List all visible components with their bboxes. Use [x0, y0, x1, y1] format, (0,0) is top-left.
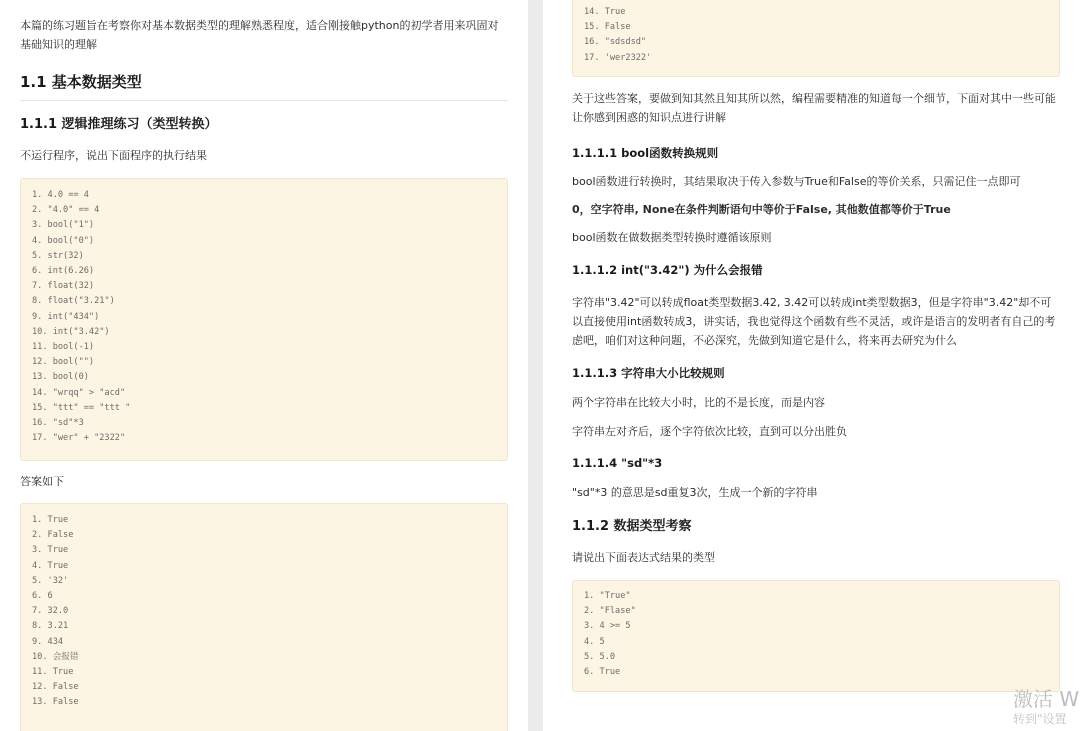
answer-list: [32, 513, 496, 711]
code-line: 13. False: [32, 697, 79, 708]
code-line: 6. True: [584, 667, 621, 678]
heading-string-repeat: 1.1.1.4 "sd"*3: [572, 456, 663, 470]
string-repeat-paragraph: "sd"*3 的意思是sd重复3次，生成一个新的字符串: [572, 486, 818, 499]
bool-rule-paragraph-1: bool函数进行转换时，其结果取决于传入参数与True和False的等价关系，只需记住一点即可: [572, 175, 1021, 188]
code-line: 10. int("3.42"): [32, 326, 110, 337]
subsection-heading-logic: 1.1.1 逻辑推理练习（类型转换）: [20, 117, 218, 132]
code-block-type-check: [572, 580, 1060, 692]
code-line: 16. "sd"*3: [32, 418, 84, 429]
int-error-paragraph: 字符串"3.42"可以转成float类型数据3.42, 3.42可以转成int类型数据3，但是字符串"3.42"却不可以直接使用int函数转成3，讲实话，我也觉得这个函数有些不灵活，或许是语言的发明者有自己的考虑吧，咱们对这种问题，不必深究，先做到知道它是什么，将来再去研究为什么: [572, 296, 1056, 347]
code-line: 14. "wrqq" > "acd": [32, 387, 126, 398]
bool-rule-paragraph-2: 0，空字符串, None在条件判断语句中等价于False, 其他数值都等价于True: [572, 203, 951, 216]
code-line: 10. 会报错: [32, 651, 79, 662]
code-line: 16. "sdsdsd": [584, 37, 647, 48]
code-line: 9. 434: [32, 636, 64, 647]
code-line: 2. False: [32, 530, 74, 541]
heading-int-error: 1.1.1.2 int("3.42") 为什么会报错: [572, 263, 763, 277]
code-line: 9. int("434"): [32, 311, 100, 322]
type-check-prompt: 请说出下面表达式结果的类型: [572, 551, 715, 564]
code-line: 11. bool(-1): [32, 342, 95, 353]
code-block-questions: [20, 178, 508, 461]
type-check-list: [584, 589, 1048, 680]
code-line: 4. True: [32, 560, 69, 571]
code-line: 4. 5: [584, 636, 605, 647]
right-content: [572, 0, 1060, 692]
code-line: 1. True: [32, 515, 69, 525]
code-line: 1. "True": [584, 591, 631, 601]
right-page: [543, 0, 1080, 731]
code-line: 5. 5.0: [584, 651, 616, 662]
string-compare-paragraph-1: 两个字符串在比较大小时，比的不是长度，而是内容: [572, 396, 825, 409]
section-heading-basic-types: 1.1 基本数据类型: [20, 71, 508, 101]
code-line: 7. 32.0: [32, 606, 69, 617]
code-line: 1. 4.0 == 4: [32, 190, 89, 200]
code-line: 15. False: [584, 22, 631, 33]
code-line: 3. True: [32, 545, 69, 556]
code-line: 5. str(32): [32, 250, 84, 261]
code-line: 8. 3.21: [32, 621, 69, 632]
code-line: 17. "wer" + "2322": [32, 433, 126, 444]
code-line: 4. bool("0"): [32, 235, 95, 246]
code-block-answers: [20, 503, 508, 731]
heading-bool-rules: 1.1.1.1 bool函数转换规则: [572, 146, 719, 160]
code-line: 12. bool(""): [32, 357, 95, 368]
page-gutter: [528, 0, 543, 731]
code-line: 2. "Flase": [584, 606, 636, 617]
answer-list-continued: [584, 5, 1048, 66]
code-line: 8. float("3.21"): [32, 296, 115, 307]
left-content: [20, 16, 508, 731]
code-line: 15. "ttt" == "ttt ": [32, 402, 131, 413]
explanation-intro: 关于这些答案，要做到知其然且知其所以然，编程需要精准的知道每一个细节，下面对其中一些可能让你感到困惑的知识点进行讲解: [572, 92, 1056, 124]
code-line: 3. 4 >= 5: [584, 621, 631, 632]
question-prompt: 不运行程序，说出下面程序的执行结果: [20, 149, 207, 162]
bool-rule-paragraph-3: bool函数在做数据类型转换时遵循该原则: [572, 231, 772, 244]
code-line: 6. 6: [32, 591, 53, 602]
code-line: 13. bool(0): [32, 372, 89, 383]
watermark-line-2: 转到"设置: [1013, 712, 1067, 726]
string-compare-paragraph-2: 字符串左对齐后，逐个字符依次比较，直到可以分出胜负: [572, 425, 847, 438]
activation-watermark: [1010, 681, 1080, 731]
code-line: 6. int(6.26): [32, 266, 95, 277]
code-block-answers-continued: [572, 0, 1060, 77]
heading-string-compare: 1.1.1.3 字符串大小比较规则: [572, 366, 725, 380]
answer-label: 答案如下: [20, 475, 64, 488]
subsection-heading-type-check: 1.1.2 数据类型考察: [572, 519, 692, 534]
code-line: 12. False: [32, 682, 79, 693]
code-line: 7. float(32): [32, 281, 95, 292]
code-line: 14. True: [584, 7, 626, 17]
code-line: 17. 'wer2322': [584, 52, 652, 63]
left-page: [0, 0, 528, 731]
code-line: 2. "4.0" == 4: [32, 205, 100, 216]
code-list: [32, 188, 496, 446]
intro-paragraph: 本篇的练习题旨在考察你对基本数据类型的理解熟悉程度，适合刚接触python的初学者用来巩固对基础知识的理解: [20, 19, 499, 51]
code-line: 11. True: [32, 667, 74, 678]
watermark-line-1: 激活 W: [1013, 687, 1080, 711]
code-line: 3. bool("1"): [32, 220, 95, 231]
code-line: 5. '32': [32, 575, 69, 586]
